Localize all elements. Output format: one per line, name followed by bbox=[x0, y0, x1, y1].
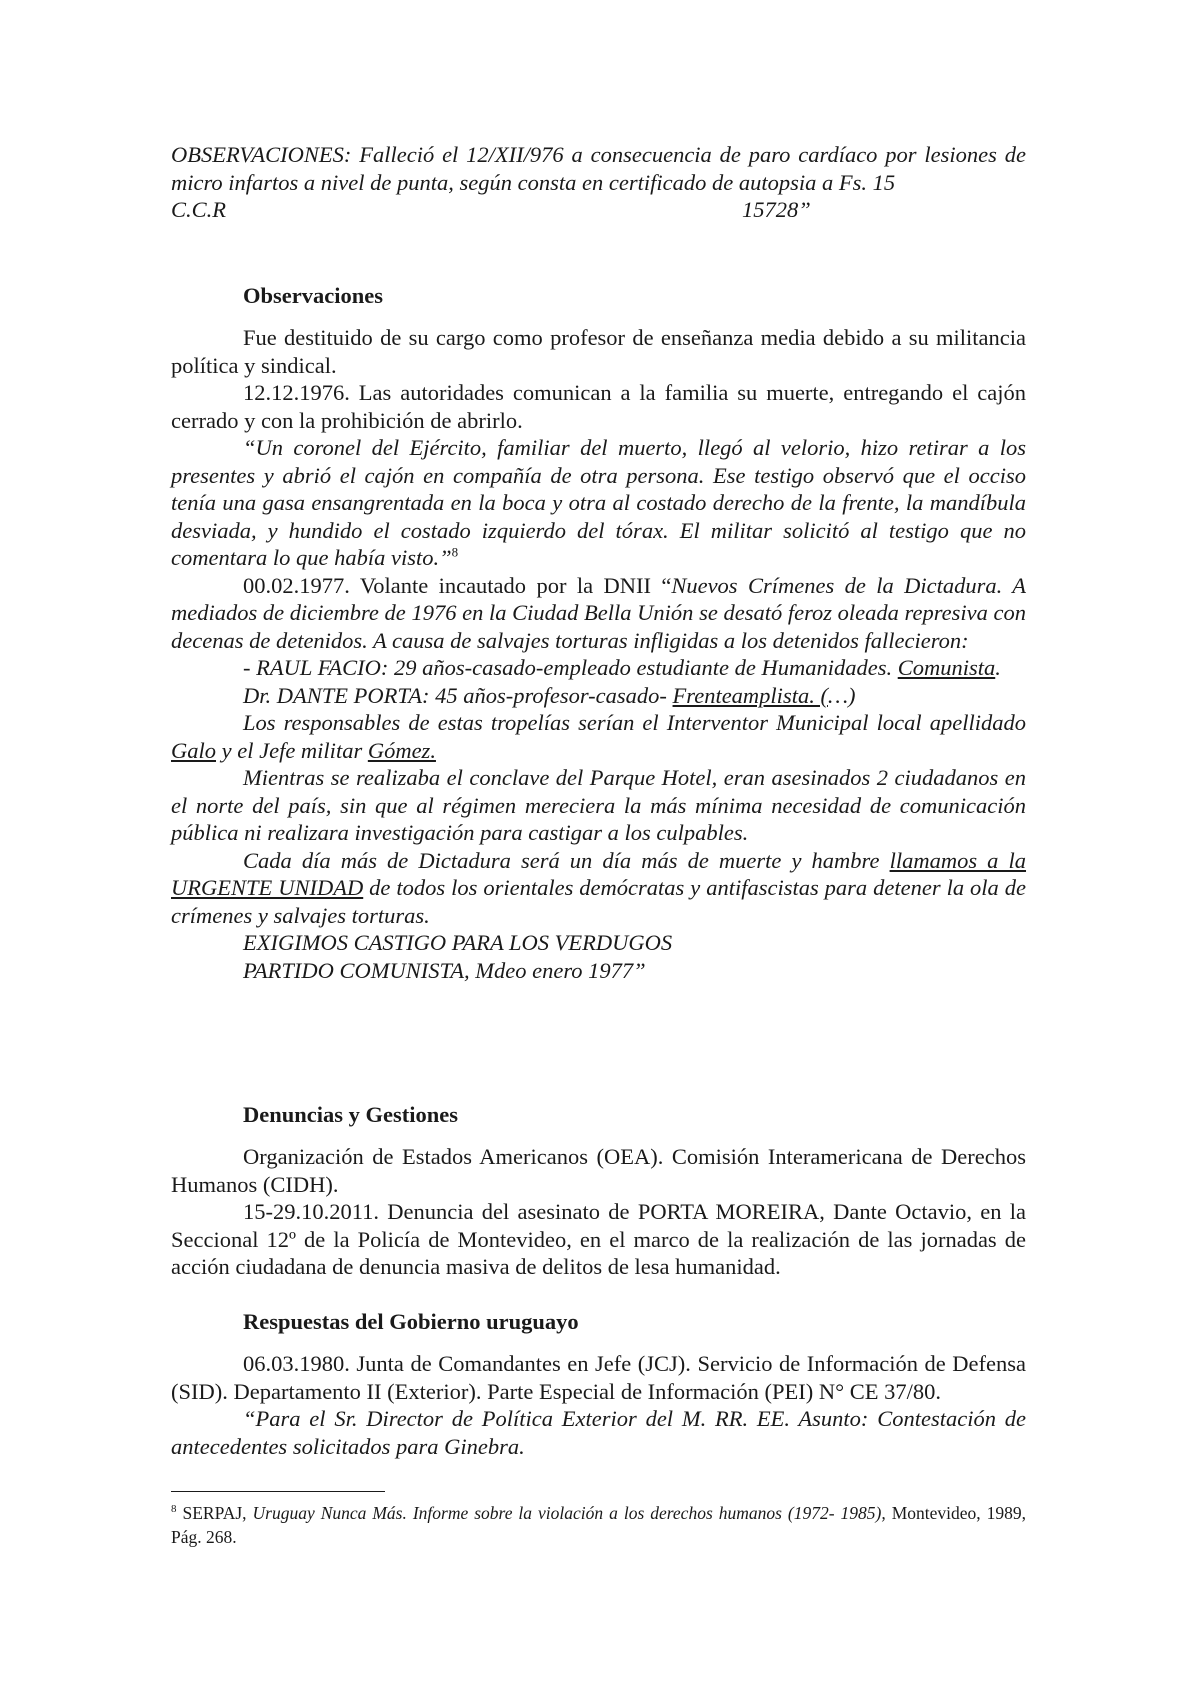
footnote-number: 8 bbox=[171, 1503, 177, 1516]
denuncias-body bbox=[171, 1143, 1026, 1281]
responsables-galo: Galo bbox=[171, 737, 216, 763]
footnote-author: SERPAJ, bbox=[176, 1503, 253, 1523]
footnote-rest: Montevideo, 1989, Pág. 268. bbox=[171, 1503, 1027, 1547]
raul-facio-text: - RAUL FACIO: 29 años-casado-empleado estudiante de Humanidades. bbox=[243, 655, 898, 680]
volante-intro: 00.02.1977. Volante incautado por la DNII “ bbox=[243, 572, 672, 598]
quote-coronel bbox=[171, 434, 1026, 572]
quote-coronel-text: “Un coronel del Ejército, familiar del muerto, llegó al velorio, hizo retirar a los presentes y abrió el cajón en compañía de otra persona. Ese testigo observó que el occiso tenía una gasa ensangrentada en la boca y otra al costado derecho de la frente, la mandíbula desviada, y hundido el costado izquierdo del tórax. El militar solicitó al testigo que no comentara lo que había visto.” bbox=[171, 435, 1026, 570]
line-partido-comunista: PARTIDO COMUNISTA, Mdeo enero 1977” bbox=[243, 957, 646, 983]
section-heading-respuestas: Respuestas del Gobierno uruguayo bbox=[243, 1309, 579, 1334]
volante-text: Nuevos Crímenes de la Dictadura. A mediados de diciembre de 1976 en la Ciudad Bella Unión se desató feroz oleada represiva con decenas de detenidos. A causa de salvajes torturas infligidas a los detenidos fallecieron: bbox=[171, 572, 1026, 653]
observaciones-record bbox=[171, 141, 1026, 224]
paragraph-oea: Organización de Estados Americanos (OEA). Comisión Interamericana de Derechos Humanos (CIDH). bbox=[171, 1144, 1026, 1197]
paragraph-denuncia-2011: 15-29.10.2011. Denuncia del asesinato de PORTA MOREIRA, Dante Octavio, en la Seccional 12º de la Policía de Montevideo, en el marco de la realización de las jornadas de acción ciudadana de denuncia masiva de delitos de lesa humanidad. bbox=[171, 1199, 1026, 1279]
section-heading-denuncias: Denuncias y Gestiones bbox=[243, 1102, 459, 1127]
observaciones-record-text: OBSERVACIONES: Falleció el 12/XII/976 a consecuencia de paro cardíaco por lesiones de micro infartos a nivel de punta, según consta en certificado de autopsia a Fs. 15 bbox=[171, 142, 1026, 195]
line-raul-facio bbox=[171, 654, 1026, 682]
line-dante-porta bbox=[171, 682, 1026, 710]
paragraph-cada-dia bbox=[171, 847, 1026, 930]
paragraph-12-12-1976: 12.12.1976. Las autoridades comunican a la familia su muerte, entregando el cajón cerrado y con la prohibición de abrirlo. bbox=[171, 380, 1026, 433]
ccr-label: C.C.R bbox=[171, 197, 227, 222]
paragraph-jcj-1980: 06.03.1980. Junta de Comandantes en Jefe (JCJ). Servicio de Información de Defensa (SID). Departamento II (Exterior). Parte Especial de Información (PEI) N° CE 37/80. bbox=[171, 1351, 1026, 1404]
responsables-gomez: Gómez. bbox=[367, 737, 436, 763]
dante-porta-text: Dr. DANTE PORTA: 45 años-profesor-casado- bbox=[243, 682, 673, 708]
section-respuestas bbox=[171, 1308, 1026, 1336]
responsables-mid: y el Jefe militar bbox=[216, 737, 368, 763]
dante-porta-underlined: Frenteamplista. ( bbox=[672, 682, 828, 708]
section-observaciones bbox=[171, 282, 1026, 310]
paragraph-mientras: Mientras se realizaba el conclave del Parque Hotel, eran asesinados 2 ciudadanos en el norte del país, sin que al régimen mereciera la más mínima necesidad de comunicación pública ni realizara investigación para castigar a los culpables. bbox=[171, 765, 1026, 845]
cada-dia-end: de todos los orientales demócratas y antifascistas para detener la ola de crímenes y salvajes torturas. bbox=[171, 875, 1027, 928]
raul-facio-end: . bbox=[995, 655, 1001, 680]
paragraph-destituido: Fue destituido de su cargo como profesor de enseñanza media debido a su militancia política y sindical. bbox=[171, 325, 1026, 378]
footnote-ref-8: 8 bbox=[451, 544, 459, 560]
paragraph-volante bbox=[171, 572, 1026, 655]
footnote-8 bbox=[171, 1501, 1026, 1549]
cada-dia-text: Cada día más de Dictadura será un día más de muerte y hambre bbox=[243, 847, 890, 873]
ccr-line bbox=[171, 196, 1026, 224]
quote-director: “Para el Sr. Director de Política Exterior del M. RR. EE. Asunto: Contestación de antecedentes solicitados para Ginebra. bbox=[171, 1406, 1026, 1459]
responsables-text: Los responsables de estas tropelías serían el Interventor Municipal local apellidado bbox=[243, 710, 1026, 735]
footnote-title: Uruguay Nunca Más. Informe sobre la violación a los derechos humanos (1972- 1985), bbox=[252, 1503, 886, 1523]
respuestas-body bbox=[171, 1350, 1026, 1460]
section-heading-observaciones: Observaciones bbox=[243, 283, 383, 308]
footnote-separator bbox=[171, 1491, 385, 1492]
paragraph-responsables bbox=[171, 709, 1026, 764]
ccr-number: 15728” bbox=[742, 197, 811, 222]
line-exigimos: EXIGIMOS CASTIGO PARA LOS VERDUGOS bbox=[243, 930, 673, 955]
observaciones-body bbox=[171, 324, 1026, 984]
section-denuncias bbox=[171, 1101, 1026, 1129]
raul-facio-underlined: Comunista bbox=[897, 655, 996, 680]
dante-porta-end: …) bbox=[827, 682, 856, 708]
cada-dia-underlined: llamamos a la URGENTE UNIDAD bbox=[171, 847, 1027, 900]
